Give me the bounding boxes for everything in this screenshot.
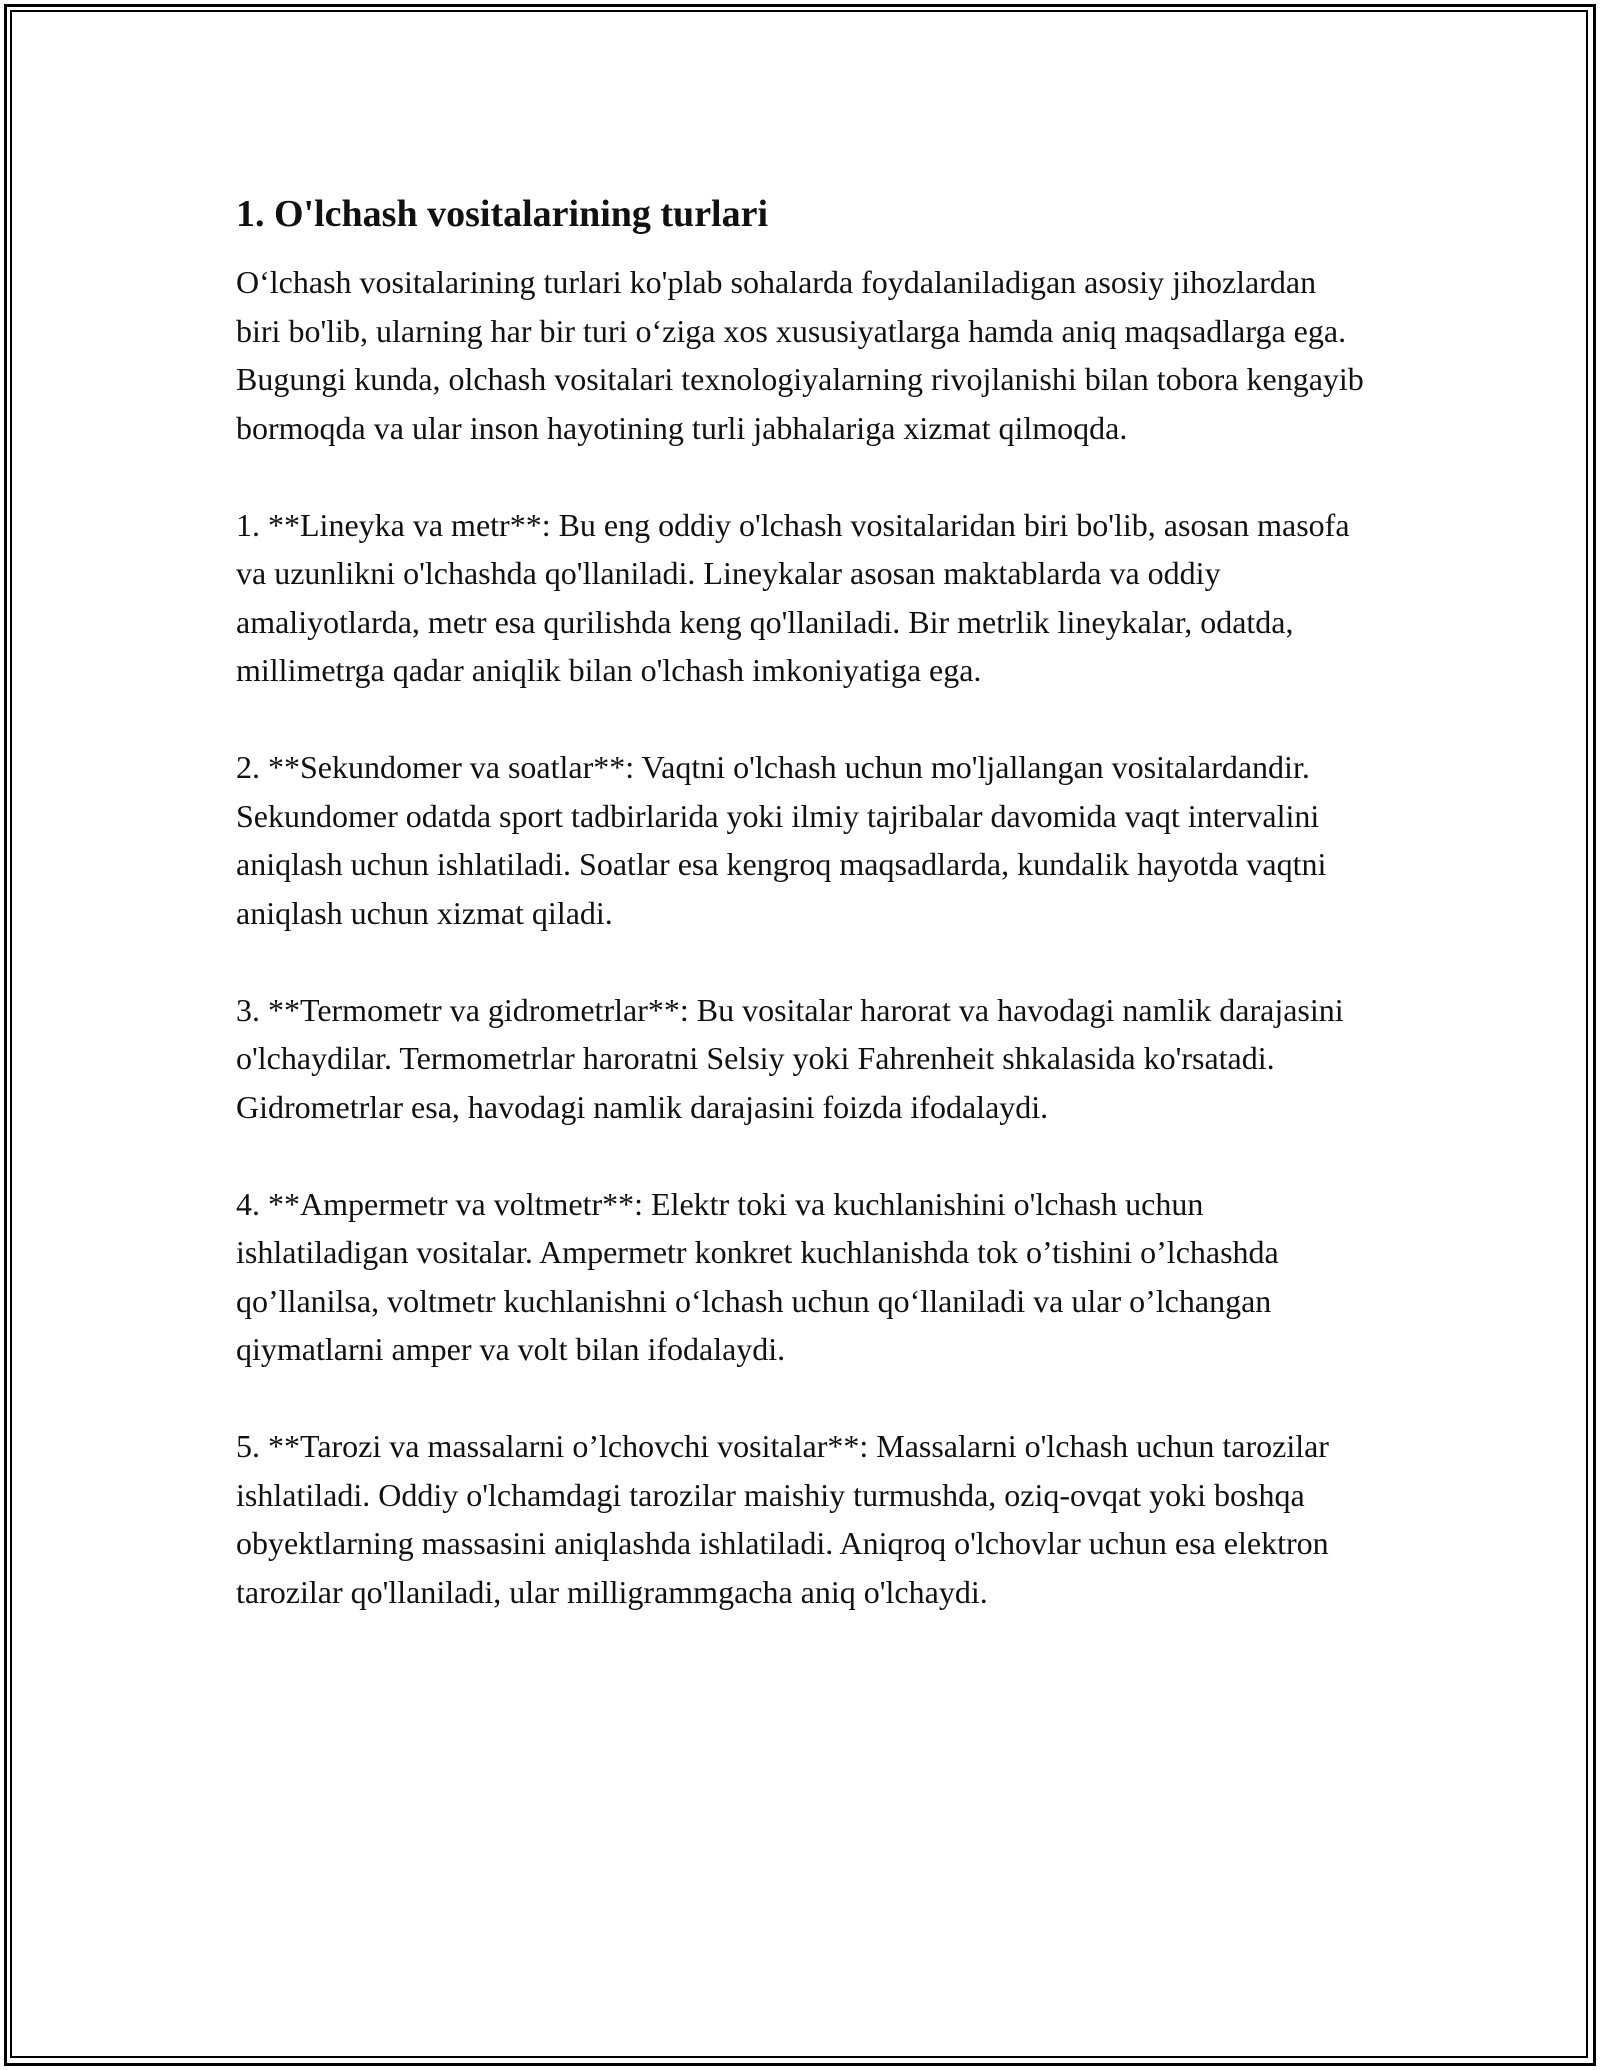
paragraph-lineyka: 1. **Lineyka va metr**: Bu eng oddiy o'lchash vositalaridan biri bo'lib, asosan masofa va uzunlikni o'lchashda qo'llaniladi. Lineykalar asosan maktablarda va oddiy amaliyotlarda, metr esa qurilishda keng qo'llaniladi. Bir metrlik lineykalar, odatda, millimetrga qadar aniqlik bilan o'lchash imkoniyatiga ega. xyxy=(236,506,1350,688)
paragraph-tarozi: 5. **Tarozi va massalarni o’lchovchi vositalar**: Massalarni o'lchash uchun tarozilar ishlatiladi. Oddiy o'lchamdagi tarozilar maishiy turmushda, oziq-ovqat yoki boshqa obyektlarning massasini aniqlashda ishlatiladi. Aniqroq o'lchovlar uchun esa elektron tarozilar qo'llaniladi, ular milligrammgacha aniq o'lchaydi. xyxy=(236,1428,1329,1610)
intro-paragraph: O‘lchash vositalarining turlari ko'plab sohalarda foydalaniladigan asosiy jihozlardan biri bo'lib, ularning har bir turi o‘ziga xos xususiyatlarga hamda aniq maqsadlarga ega. Bugungi kunda, olchash vositalari texnologiyalarning rivojlanishi bilan tobora kengayib bormoqda va ular inson hayotining turli jabhalariga xizmat qilmoqda. xyxy=(236,264,1364,446)
paragraph-termometr: 3. **Termometr va gidrometrlar**: Bu vositalar harorat va havodagi namlik darajasini o'lchaydilar. Termometrlar haroratni Selsiy yoki Fahrenheit shkalasida ko'rsatadi. Gidrometrlar esa, havodagi namlik darajasini foizda ifodalaydi. xyxy=(236,991,1344,1125)
document-body xyxy=(236,190,1366,1665)
paragraph-ampermetr: 4. **Ampermetr va voltmetr**: Elektr toki va kuchlanishini o'lchash uchun ishlatiladigan vositalar. Ampermetr konkret kuchlanishda tok o’tishini o’lchashda qo’llanilsa, voltmetr kuchlanishni o‘lchash uchun qo‘llaniladi va ular o’lchangan qiymatlarni amper va volt bilan ifodalaydi. xyxy=(236,1185,1279,1367)
section-heading: 1. O'lchash vositalarining turlari xyxy=(236,193,769,235)
paragraph-sekundomer: 2. **Sekundomer va soatlar**: Vaqtni o'lchash uchun mo'ljallangan vositalardandir. Sekundomer odatda sport tadbirlarida yoki ilmiy tajribalar davomida vaqt intervalini aniqlash uchun ishlatiladi. Soatlar esa kengroq maqsadlarda, kundalik hayotda vaqtni aniqlash uchun xizmat qiladi. xyxy=(236,749,1327,931)
